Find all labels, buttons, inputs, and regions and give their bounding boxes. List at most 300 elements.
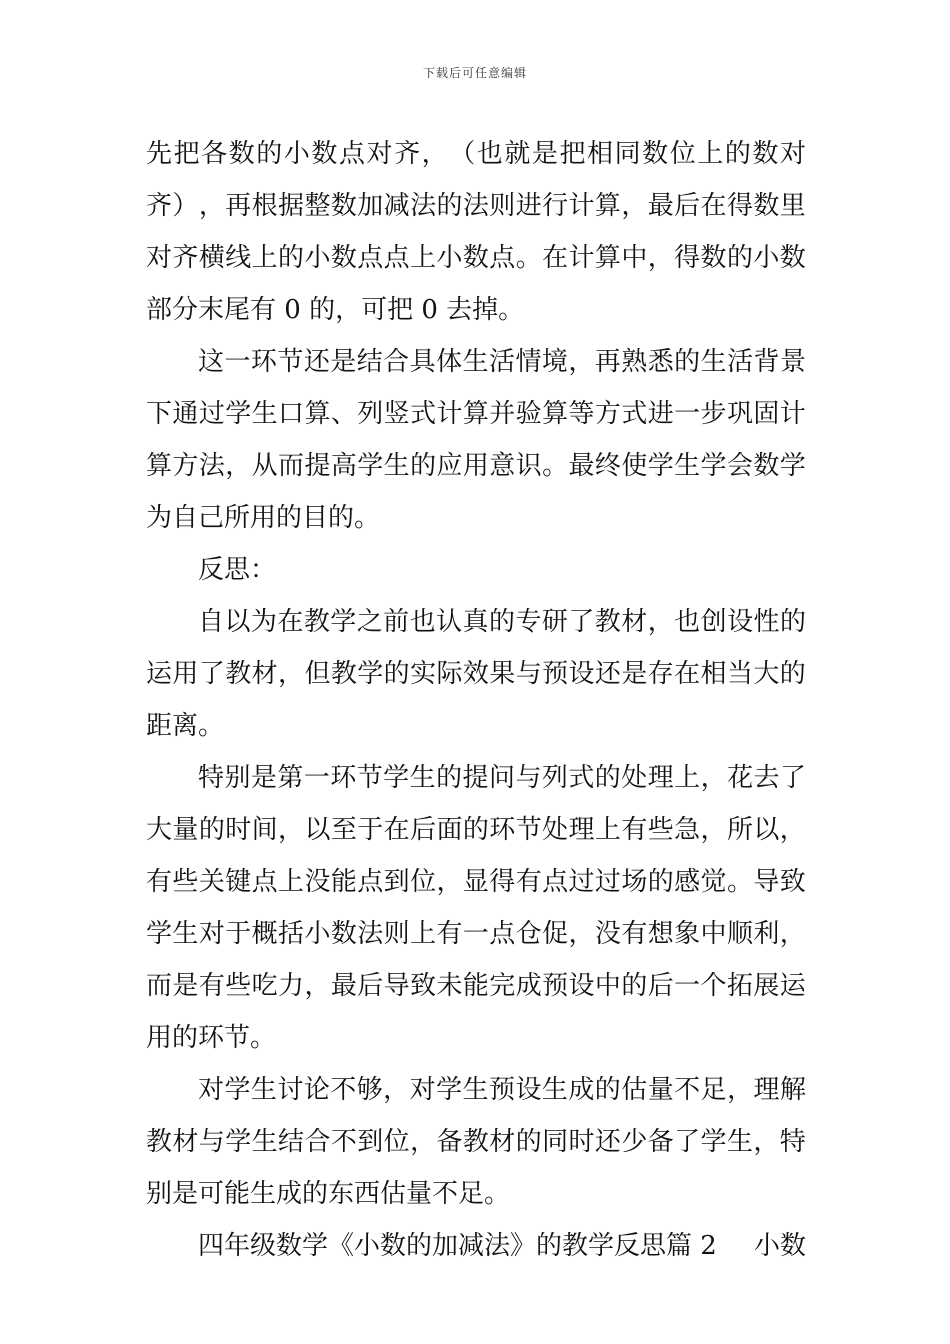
char: 位 bbox=[669, 139, 696, 169]
char: 使 bbox=[621, 451, 648, 481]
char: 用 bbox=[462, 451, 489, 481]
char: 所 bbox=[726, 815, 753, 845]
char: 学 bbox=[383, 763, 410, 793]
line bbox=[146, 1116, 806, 1168]
char: 键 bbox=[225, 867, 252, 897]
char: 后 bbox=[357, 971, 384, 1001]
char: 齐 bbox=[172, 243, 199, 273]
char: 第 bbox=[277, 763, 304, 793]
char: 材 bbox=[251, 659, 278, 689]
line bbox=[146, 1064, 806, 1116]
char: 进 bbox=[647, 399, 674, 429]
char: 教 bbox=[594, 607, 621, 637]
char: 景 bbox=[779, 347, 806, 377]
char: 从 bbox=[251, 451, 278, 481]
char: 觉 bbox=[700, 867, 727, 897]
char: 利 bbox=[753, 919, 780, 949]
char: 理 bbox=[647, 763, 674, 793]
char: 也 bbox=[409, 607, 436, 637]
body-text bbox=[146, 128, 806, 1272]
page-header: 下载后可任意编辑 bbox=[422, 66, 527, 80]
char: 括 bbox=[278, 919, 305, 949]
char: 数 bbox=[330, 191, 357, 221]
char: 节 bbox=[277, 347, 304, 377]
char: 存 bbox=[647, 659, 674, 689]
char: 是 bbox=[621, 659, 648, 689]
char: 算 bbox=[462, 399, 489, 429]
char: 大 bbox=[146, 815, 173, 845]
char: 数 bbox=[462, 243, 489, 273]
char: 。 bbox=[515, 243, 542, 273]
char: 有 bbox=[146, 867, 173, 897]
char: 再 bbox=[225, 191, 252, 221]
char: ， bbox=[753, 1127, 780, 1157]
char: 顺 bbox=[726, 919, 753, 949]
line: 为自己所用的目的。 bbox=[146, 503, 381, 533]
char: 生 bbox=[541, 1075, 568, 1105]
section-title-line bbox=[146, 1220, 806, 1272]
char: 小 bbox=[283, 139, 310, 169]
char: 际 bbox=[436, 659, 463, 689]
char: 教 bbox=[146, 1127, 173, 1157]
char: 最 bbox=[568, 451, 595, 481]
char: 处 bbox=[621, 763, 648, 793]
char: 生 bbox=[462, 347, 489, 377]
char: 些 bbox=[647, 815, 674, 845]
char: ， bbox=[278, 815, 305, 845]
char: 生 bbox=[726, 1127, 753, 1157]
char: 也 bbox=[674, 607, 701, 637]
char: 则 bbox=[383, 919, 410, 949]
char: 的 bbox=[198, 815, 225, 845]
char: 运 bbox=[779, 971, 806, 1001]
char: 的 bbox=[726, 243, 753, 273]
char: 时 bbox=[225, 815, 252, 845]
char: 有 bbox=[436, 919, 463, 949]
char: 运 bbox=[146, 659, 173, 689]
char: 也 bbox=[476, 139, 503, 169]
char: 数 bbox=[330, 243, 357, 273]
char: 是 bbox=[330, 347, 357, 377]
char: 的 bbox=[674, 347, 701, 377]
char: 吃 bbox=[251, 971, 278, 1001]
char: 方 bbox=[594, 399, 621, 429]
char: 还 bbox=[594, 1127, 621, 1157]
char: 固 bbox=[753, 399, 780, 429]
char: 在 bbox=[674, 659, 701, 689]
char: 点 bbox=[542, 867, 569, 897]
char: 教 bbox=[225, 659, 252, 689]
char: 学 bbox=[357, 659, 384, 689]
char: 数 bbox=[753, 451, 780, 481]
char: 关 bbox=[198, 867, 225, 897]
char: 设 bbox=[568, 659, 595, 689]
section-title-tail: 小数 bbox=[753, 1231, 806, 1261]
char: 对 bbox=[198, 1075, 225, 1105]
char: 学 bbox=[700, 451, 727, 481]
char: 横 bbox=[198, 243, 225, 273]
char: 把 bbox=[559, 139, 586, 169]
char: 在 bbox=[383, 815, 410, 845]
char: 环 bbox=[330, 763, 357, 793]
char: 成 bbox=[515, 971, 542, 1001]
char: 线 bbox=[225, 243, 252, 273]
char: 特 bbox=[779, 1127, 806, 1157]
char: 合 bbox=[383, 347, 410, 377]
char: 进 bbox=[515, 191, 542, 221]
char: 位 bbox=[383, 1127, 410, 1157]
char: 没 bbox=[304, 867, 331, 897]
char: 些 bbox=[225, 971, 252, 1001]
char: 结 bbox=[278, 1127, 305, 1157]
char: 学 bbox=[700, 1127, 727, 1157]
char: 列 bbox=[541, 763, 568, 793]
char: 急 bbox=[674, 815, 701, 845]
char: 得 bbox=[489, 867, 516, 897]
char: 整 bbox=[304, 191, 331, 221]
char: 的 bbox=[647, 867, 674, 897]
char: 计 bbox=[568, 243, 595, 273]
char: 了 bbox=[568, 607, 595, 637]
char: ， bbox=[304, 971, 331, 1001]
char: 研 bbox=[541, 607, 568, 637]
char: 个 bbox=[700, 971, 727, 1001]
char: 是 bbox=[531, 139, 558, 169]
char: ， bbox=[779, 815, 806, 845]
char: 的 bbox=[594, 1075, 621, 1105]
line: 用的环节。 bbox=[146, 1023, 277, 1053]
char: 别 bbox=[224, 763, 251, 793]
char: 相 bbox=[700, 659, 727, 689]
char: 先 bbox=[146, 139, 173, 169]
char: 后 bbox=[410, 815, 437, 845]
char: 后 bbox=[647, 971, 674, 1001]
char: 一 bbox=[303, 763, 330, 793]
char: 式 bbox=[621, 399, 648, 429]
char: 计 bbox=[436, 399, 463, 429]
char: 生 bbox=[383, 451, 410, 481]
char: 教 bbox=[303, 607, 330, 637]
char: 合 bbox=[304, 1127, 331, 1157]
char: 把 bbox=[173, 139, 200, 169]
char: 预 bbox=[542, 659, 569, 689]
char: 的 bbox=[488, 607, 515, 637]
char: 教 bbox=[330, 659, 357, 689]
char: 。 bbox=[726, 867, 753, 897]
char: 算 bbox=[146, 451, 173, 481]
char: 设 bbox=[568, 971, 595, 1001]
char: 得 bbox=[726, 191, 753, 221]
char: 列 bbox=[357, 399, 384, 429]
char: 上 bbox=[674, 763, 701, 793]
char: 概 bbox=[251, 919, 278, 949]
char: 的 bbox=[515, 1127, 542, 1157]
char: 点 bbox=[383, 243, 410, 273]
char: 不 bbox=[330, 1127, 357, 1157]
char: 显 bbox=[462, 867, 489, 897]
char: 有 bbox=[621, 815, 648, 845]
char: 些 bbox=[172, 867, 199, 897]
char: 是 bbox=[250, 763, 277, 793]
char: 的 bbox=[436, 191, 463, 221]
line bbox=[146, 960, 806, 1012]
char: 上 bbox=[594, 815, 621, 845]
char: 实 bbox=[410, 659, 437, 689]
char: 材 bbox=[489, 1127, 516, 1157]
char: 数 bbox=[700, 243, 727, 273]
char: 大 bbox=[753, 659, 780, 689]
line bbox=[146, 648, 806, 700]
char: 识 bbox=[515, 451, 542, 481]
char: 通 bbox=[172, 399, 199, 429]
char: 还 bbox=[594, 659, 621, 689]
char: 用 bbox=[172, 659, 199, 689]
char: 与 bbox=[198, 1127, 225, 1157]
char: 上 bbox=[251, 243, 278, 273]
char: 不 bbox=[674, 1075, 701, 1105]
char: 境 bbox=[541, 347, 568, 377]
char: 的 bbox=[594, 763, 621, 793]
char: 根 bbox=[251, 191, 278, 221]
char: ， bbox=[436, 867, 463, 897]
char: ， bbox=[779, 919, 806, 949]
char: 成 bbox=[568, 1075, 595, 1105]
char: 少 bbox=[621, 1127, 648, 1157]
char: 方 bbox=[172, 451, 199, 481]
line bbox=[146, 128, 806, 180]
char: 能 bbox=[462, 971, 489, 1001]
char: 了 bbox=[198, 659, 225, 689]
char: 结 bbox=[356, 347, 383, 377]
line: 反思： bbox=[198, 555, 277, 585]
char: ） bbox=[172, 191, 199, 221]
char: 数 bbox=[330, 919, 357, 949]
line bbox=[146, 856, 806, 908]
char: 生 bbox=[251, 1127, 278, 1157]
char: 学 bbox=[224, 1075, 251, 1105]
char: 象 bbox=[674, 919, 701, 949]
char: 计 bbox=[779, 399, 806, 429]
char: ， bbox=[727, 1075, 754, 1105]
char: 点 bbox=[489, 243, 516, 273]
char: 体 bbox=[436, 347, 463, 377]
char: 数 bbox=[311, 139, 338, 169]
char: 法 bbox=[198, 451, 225, 481]
char: 就 bbox=[504, 139, 531, 169]
char: ， bbox=[700, 763, 727, 793]
char: 过 bbox=[198, 399, 225, 429]
line bbox=[146, 752, 806, 804]
char: 点 bbox=[357, 867, 384, 897]
char: 学 bbox=[330, 607, 357, 637]
char: 对 bbox=[409, 1075, 436, 1105]
char: 点 bbox=[338, 139, 365, 169]
char: 的 bbox=[462, 815, 489, 845]
char: 设 bbox=[727, 607, 754, 637]
char: （ bbox=[449, 139, 476, 169]
char: 以 bbox=[224, 607, 251, 637]
char: 上 bbox=[697, 139, 724, 169]
char: 位 bbox=[410, 867, 437, 897]
char: 论 bbox=[303, 1075, 330, 1105]
char: 备 bbox=[436, 1127, 463, 1157]
char: 处 bbox=[542, 815, 569, 845]
char: 足 bbox=[700, 1075, 727, 1105]
char: 并 bbox=[489, 399, 516, 429]
char: 的 bbox=[779, 607, 806, 637]
char: 法 bbox=[410, 191, 437, 221]
char: ， bbox=[225, 451, 252, 481]
char: 中 bbox=[594, 971, 621, 1001]
line bbox=[146, 440, 806, 492]
line bbox=[146, 804, 806, 856]
char: 学 bbox=[146, 919, 173, 949]
char: 果 bbox=[489, 659, 516, 689]
char: 生 bbox=[250, 1075, 277, 1105]
char: ， bbox=[621, 191, 648, 221]
char: 验 bbox=[515, 399, 542, 429]
line bbox=[146, 908, 806, 960]
char: 减 bbox=[383, 191, 410, 221]
char: 了 bbox=[674, 1127, 701, 1157]
char: 生 bbox=[409, 763, 436, 793]
char: 到 bbox=[383, 867, 410, 897]
char: 算 bbox=[594, 243, 621, 273]
char: 材 bbox=[172, 1127, 199, 1157]
char: 的 bbox=[621, 971, 648, 1001]
char: 之 bbox=[356, 607, 383, 637]
char: ， bbox=[568, 347, 595, 377]
char: 过 bbox=[594, 867, 621, 897]
char: 在 bbox=[542, 243, 569, 273]
char: 展 bbox=[753, 971, 780, 1001]
char: 节 bbox=[515, 815, 542, 845]
char: 一 bbox=[462, 919, 489, 949]
char: 而 bbox=[278, 451, 305, 481]
char: 活 bbox=[727, 347, 754, 377]
char: 对 bbox=[366, 139, 393, 169]
char: 点 bbox=[251, 867, 278, 897]
char: 在 bbox=[700, 191, 727, 221]
char: 里 bbox=[779, 191, 806, 221]
char: 小 bbox=[304, 919, 331, 949]
char: 完 bbox=[489, 971, 516, 1001]
line bbox=[146, 388, 806, 440]
char: 有 bbox=[515, 867, 542, 897]
char: 问 bbox=[488, 763, 515, 793]
char: ， bbox=[647, 243, 674, 273]
char: 讨 bbox=[277, 1075, 304, 1105]
char: 法 bbox=[462, 191, 489, 221]
char: 预 bbox=[488, 1075, 515, 1105]
char: 量 bbox=[647, 1075, 674, 1105]
char: 数 bbox=[752, 139, 779, 169]
char: 数 bbox=[779, 243, 806, 273]
char: 特 bbox=[198, 763, 225, 793]
char: 意 bbox=[489, 451, 516, 481]
char: 备 bbox=[647, 1127, 674, 1157]
char: 至 bbox=[330, 815, 357, 845]
char: 时 bbox=[568, 1127, 595, 1157]
char: 拓 bbox=[726, 971, 753, 1001]
char: 过 bbox=[568, 867, 595, 897]
char: 一 bbox=[224, 347, 251, 377]
char: 悉 bbox=[647, 347, 674, 377]
char: 各 bbox=[201, 139, 228, 169]
char: 。 bbox=[542, 451, 569, 481]
char: 而 bbox=[146, 971, 173, 1001]
char: 环 bbox=[250, 347, 277, 377]
char: 认 bbox=[436, 607, 463, 637]
char: 的 bbox=[256, 139, 283, 169]
char: 于 bbox=[357, 815, 384, 845]
char: 促 bbox=[542, 919, 569, 949]
char: 致 bbox=[779, 867, 806, 897]
char: 生 bbox=[700, 347, 727, 377]
char: 中 bbox=[700, 919, 727, 949]
char: 对 bbox=[146, 243, 173, 273]
char: 数 bbox=[642, 139, 669, 169]
char: 上 bbox=[410, 243, 437, 273]
char: 未 bbox=[436, 971, 463, 1001]
char: 会 bbox=[726, 451, 753, 481]
line: 部分末尾有 0 的，可把 0 去掉。 bbox=[146, 295, 525, 325]
char: 上 bbox=[278, 867, 305, 897]
char: 应 bbox=[436, 451, 463, 481]
char: 与 bbox=[515, 659, 542, 689]
char: 再 bbox=[594, 347, 621, 377]
char: 量 bbox=[172, 815, 199, 845]
char: 的 bbox=[383, 659, 410, 689]
char: 前 bbox=[383, 607, 410, 637]
char: 齐 bbox=[146, 191, 173, 221]
char: 生 bbox=[462, 1075, 489, 1105]
char: 导 bbox=[753, 867, 780, 897]
char: ， bbox=[647, 607, 674, 637]
char: ， bbox=[383, 1075, 410, 1105]
char: 点 bbox=[357, 243, 384, 273]
char: 齐 bbox=[394, 139, 421, 169]
char: 具 bbox=[409, 347, 436, 377]
char: 背 bbox=[753, 347, 780, 377]
char: ， bbox=[198, 191, 225, 221]
char: 感 bbox=[674, 867, 701, 897]
char: 中 bbox=[621, 243, 648, 273]
char: 预 bbox=[542, 971, 569, 1001]
char: 真 bbox=[462, 607, 489, 637]
char: 当 bbox=[726, 659, 753, 689]
line bbox=[146, 232, 806, 284]
char: 在 bbox=[277, 607, 304, 637]
char: 但 bbox=[304, 659, 331, 689]
char: 的 bbox=[410, 451, 437, 481]
char: ， bbox=[278, 659, 305, 689]
char: 还 bbox=[303, 347, 330, 377]
char: 下 bbox=[146, 399, 173, 429]
char: 生 bbox=[251, 399, 278, 429]
char: 得 bbox=[674, 243, 701, 273]
char: 数 bbox=[753, 191, 780, 221]
char: 学 bbox=[779, 451, 806, 481]
char: 效 bbox=[462, 659, 489, 689]
char: 小 bbox=[304, 243, 331, 273]
char: 学 bbox=[436, 1075, 463, 1105]
char: 理 bbox=[568, 815, 595, 845]
char: 面 bbox=[436, 815, 463, 845]
char: ， bbox=[410, 1127, 437, 1157]
line bbox=[146, 180, 806, 232]
char: 口 bbox=[278, 399, 305, 429]
